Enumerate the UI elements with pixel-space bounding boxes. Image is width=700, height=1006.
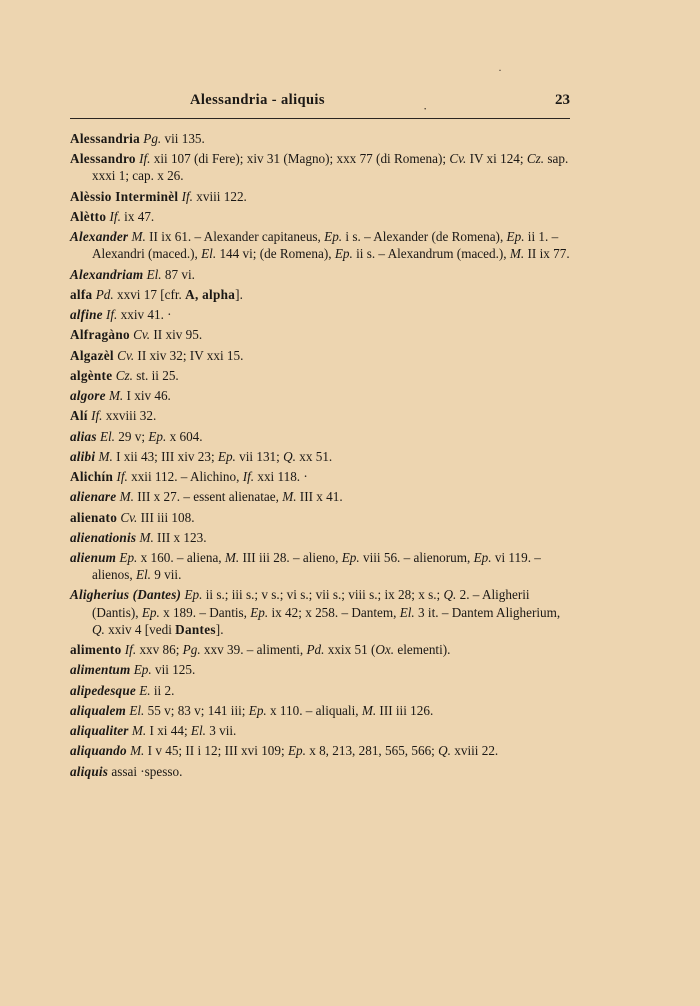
entry-body: Pg. vii 135. <box>143 131 205 146</box>
entry-body: If. xxv 86; Pg. xxv 39. – alimenti, Pd. xxix 51 (Ox. elementi). <box>124 642 451 658</box>
source-sigla: Q. <box>443 587 457 603</box>
source-sigla: Ep. <box>141 604 160 620</box>
source-sigla: Ep. <box>324 229 343 245</box>
source-sigla: Pg. <box>143 131 162 146</box>
entry-body: M. III x 123. <box>139 529 207 545</box>
entry-headword: alimentum <box>70 662 131 678</box>
entry-body: M. I xii 43; III xiv 23; Ep. vii 131; Q. xx 51. <box>98 448 333 464</box>
source-sigla: El. <box>135 567 151 583</box>
source-sigla: Cz. <box>115 367 133 383</box>
dictionary-entry <box>70 286 575 303</box>
entry-headword: algore <box>70 388 106 404</box>
entry-body: Ep. x 160. – aliena, M. III iii 28. – alieno, Ep. viii 56. – alienorum, Ep. vi 119. – alienos, El. 9 vii. <box>92 550 541 583</box>
cross-reference-headword: Dantes <box>175 621 216 637</box>
entry-headword: aliqualem <box>70 702 127 718</box>
source-sigla: Cv. <box>449 151 467 167</box>
entry-body: E. ii 2. <box>139 682 175 698</box>
source-sigla: E. <box>139 682 151 698</box>
entry-body: M. II ix 61. – Alexander capitaneus, Ep. i s. – Alexander (de Romena), Ep. ii 1. – Alexandri (maced.), El. 144 vi; (de Romena), Ep. ii s. – Alexandrum (maced.), M. II ix 77. <box>92 229 570 262</box>
dictionary-entry <box>70 661 575 678</box>
entry-headword: aliquis <box>70 763 109 779</box>
entry-headword: Alichín <box>70 469 114 485</box>
source-sigla: M. <box>282 489 297 505</box>
entry-headword: Alexandriam <box>70 266 144 282</box>
dictionary-entry <box>70 130 575 147</box>
source-sigla: Pd. <box>95 286 114 302</box>
source-sigla: Ep. <box>473 550 492 566</box>
dictionary-entry <box>70 306 575 323</box>
entry-headword: alfine <box>70 307 103 323</box>
source-sigla: El. <box>146 266 162 282</box>
dictionary-entry <box>70 228 575 262</box>
entry-body: El. 87 vi. <box>146 266 195 282</box>
dictionary-entry <box>70 428 575 445</box>
entry-body: If. xxii 112. – Alichino, If. xxi 118. · <box>116 469 308 485</box>
source-sigla: Cv. <box>117 347 135 363</box>
dictionary-entry <box>70 722 575 739</box>
dictionary-entry <box>70 763 575 780</box>
entry-body: M. I xi 44; El. 3 vii. <box>131 723 237 739</box>
source-sigla: If. <box>124 642 137 658</box>
entry-body: Cv. II xiv 32; IV xxi 15. <box>117 347 244 363</box>
dictionary-entry <box>70 150 575 184</box>
entry-headword: alienationis <box>70 529 137 545</box>
source-sigla: If. <box>116 469 128 485</box>
entry-headword: alibi <box>70 448 96 464</box>
source-sigla: El. <box>129 702 145 718</box>
source-sigla: M. <box>509 246 525 262</box>
running-head-title: Alessandria - aliquis <box>190 92 325 108</box>
source-sigla: M. <box>119 489 134 505</box>
source-sigla: M. <box>108 388 124 404</box>
source-sigla: El. <box>399 604 415 620</box>
entry-headword: alienare <box>70 489 117 505</box>
source-sigla: El. <box>201 246 217 262</box>
entry-body: El. 55 v; 83 v; 141 iii; Ep. x 110. – aliquali, M. III iii 126. <box>129 702 434 718</box>
source-sigla: Ep. <box>334 246 353 262</box>
source-sigla: Ep. <box>119 550 138 566</box>
source-sigla: If. <box>181 188 193 204</box>
source-sigla: El. <box>99 428 115 444</box>
source-sigla: M. <box>130 743 145 759</box>
source-sigla: Ox. <box>375 642 395 658</box>
source-sigla: Ep. <box>217 448 236 464</box>
entry-headword: Alètto <box>70 208 107 224</box>
dictionary-entry <box>70 641 575 658</box>
source-sigla: Ep. <box>506 229 525 245</box>
source-sigla: If. <box>139 151 151 167</box>
source-sigla: Ep. <box>341 550 360 566</box>
entry-headword: alipedesque <box>70 682 136 698</box>
entry-body: El. 29 v; Ep. x 604. <box>99 428 203 444</box>
source-sigla: Ep. <box>250 604 269 620</box>
entry-headword: Alèssio Interminèl <box>70 188 179 204</box>
entry-list <box>70 130 575 783</box>
source-sigla: Ep. <box>287 743 306 759</box>
dictionary-entry <box>70 549 575 583</box>
source-sigla: Cv. <box>133 327 151 343</box>
source-sigla: El. <box>190 723 206 739</box>
header-marginal-dot: · <box>423 101 428 116</box>
entry-headword: Alexander <box>70 229 129 245</box>
dictionary-entry <box>70 702 575 719</box>
entry-headword: aliqualiter <box>70 723 129 739</box>
source-sigla: M. <box>131 723 147 739</box>
entry-headword: alimento <box>70 642 122 658</box>
dictionary-entry <box>70 208 575 225</box>
entry-headword: alias <box>70 428 97 444</box>
entry-headword: Alessandro <box>70 151 136 167</box>
entry-body: assai ·spesso. <box>108 763 183 779</box>
entry-body: M. I xiv 46. <box>108 388 171 404</box>
entry-headword: algènte <box>70 367 113 383</box>
source-sigla: Cv. <box>120 509 138 525</box>
source-sigla: Ep. <box>248 702 267 718</box>
entry-body: Ep. ii s.; iii s.; v s.; vi s.; vii s.; viii s.; ix 28; x s.; Q. 2. – Aligherii (Dantis), Ep. x 189. – Dantis, Ep. ix 42; x 258. – Dantem, El. 3 it. – Dantem Aligherium, Q. xxiv 4 [vedi Dantes]. <box>92 587 561 637</box>
source-sigla: M. <box>98 448 113 464</box>
source-sigla: Q. <box>283 448 296 464</box>
source-sigla: If. <box>242 469 255 485</box>
dictionary-entry <box>70 387 575 404</box>
entry-headword: aliquando <box>70 743 127 759</box>
dictionary-entry <box>70 509 575 526</box>
entry-body: M. III x 27. – essent alienatae, M. III x 41. <box>119 489 343 505</box>
source-sigla: Pd. <box>306 642 325 658</box>
entry-headword: alienum <box>70 550 117 566</box>
source-sigla: Ep. <box>184 587 203 603</box>
dictionary-entry <box>70 488 575 505</box>
dictionary-entry <box>70 529 575 546</box>
source-sigla: Ep. <box>148 428 167 444</box>
source-sigla: If. <box>106 307 118 323</box>
source-sigla: Ep. <box>133 662 152 678</box>
source-sigla: M. <box>361 702 377 718</box>
source-sigla: M. <box>139 529 154 545</box>
entry-body: Ep. vii 125. <box>133 662 196 678</box>
entry-body: M. I v 45; II i 12; III xvi 109; Ep. x 8, 213, 281, 565, 566; Q. xviii 22. <box>130 743 499 759</box>
dictionary-entry <box>70 468 575 485</box>
entry-headword: Alí <box>70 408 88 424</box>
dictionary-entry <box>70 347 575 364</box>
entry-body: Cv. III iii 108. <box>120 509 195 525</box>
entry-body: If. xii 107 (di Fere); xiv 31 (Magno); xxx 77 (di Romena); Cv. IV xi 124; Cz. sap. xxxi 1; cap. x 26. <box>92 151 569 184</box>
dictionary-entry <box>70 682 575 699</box>
page-number: 23 <box>555 92 570 108</box>
dictionary-entry <box>70 407 575 424</box>
source-sigla: If. <box>109 208 121 224</box>
entry-headword: Aligherius (Dantes) <box>70 587 182 603</box>
dictionary-entry <box>70 266 575 283</box>
entry-headword: alienato <box>70 509 118 525</box>
header-rule <box>70 118 570 119</box>
source-sigla: M. <box>224 550 240 566</box>
source-sigla: Q. <box>92 621 105 637</box>
entry-body: Cv. II xiv 95. <box>133 327 203 343</box>
dictionary-entry <box>70 326 575 343</box>
entry-body: Pd. xxvi 17 [cfr. A, alpha]. <box>95 286 243 302</box>
entry-body: If. xxviii 32. <box>91 408 157 424</box>
entry-body: If. ix 47. <box>109 208 155 224</box>
cross-reference-headword: A, alpha <box>185 286 236 302</box>
entry-body: If. xviii 122. <box>181 188 247 204</box>
source-sigla: Pg. <box>182 642 201 658</box>
entry-headword: Alessandria <box>70 131 140 146</box>
stray-mark: · <box>498 63 502 77</box>
dictionary-entry <box>70 448 575 465</box>
entry-body: Cz. st. ii 25. <box>115 367 179 383</box>
page-header <box>70 92 570 109</box>
entry-headword: Algazèl <box>70 347 114 363</box>
source-sigla: Q. <box>438 743 451 759</box>
source-sigla: Cz. <box>526 151 545 167</box>
dictionary-entry <box>70 188 575 205</box>
source-sigla: M. <box>131 229 146 245</box>
entry-headword: Alfragàno <box>70 327 130 343</box>
dictionary-entry <box>70 367 575 384</box>
dictionary-entry <box>70 586 575 637</box>
entry-body: If. xxiv 41. · <box>106 307 172 323</box>
entry-headword: alfa <box>70 286 93 302</box>
source-sigla: If. <box>91 408 103 424</box>
dictionary-entry <box>70 742 575 759</box>
